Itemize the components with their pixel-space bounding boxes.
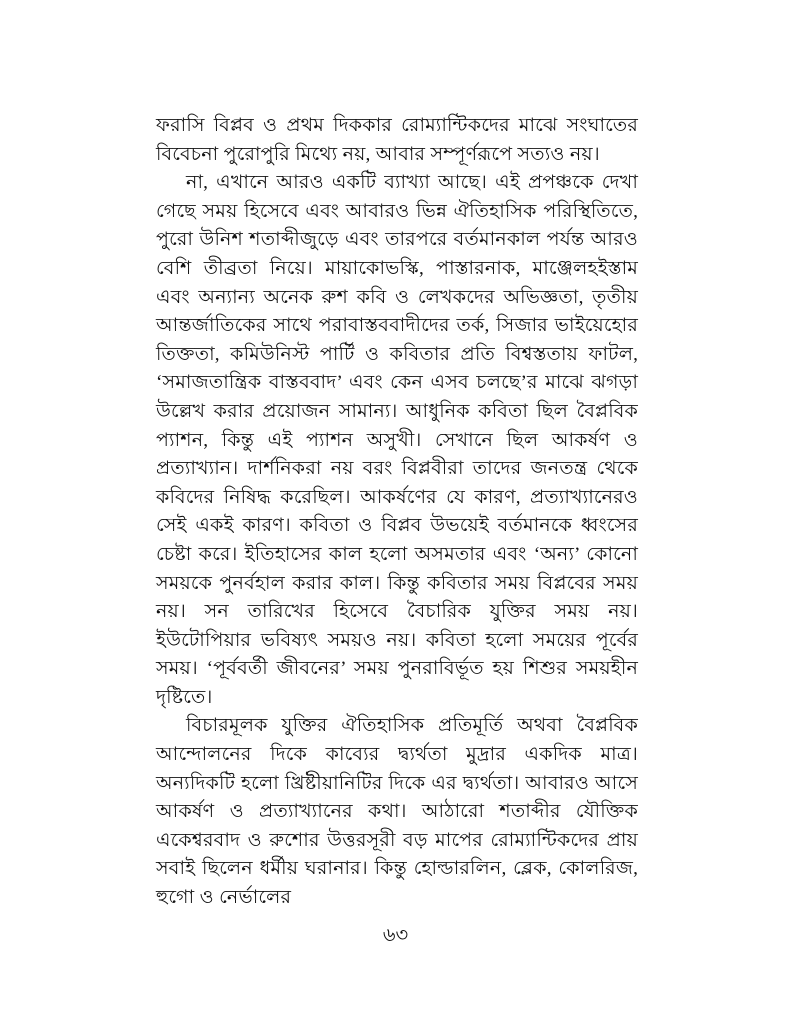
paragraph-1: ফরাসি বিপ্লব ও প্রথম দিককার রোম্যান্টিকদের মাঝে সংঘাতের বিবেচনা পুরোপুরি মিথ্যে নয়, আবার সম্পূর্ণরূপে সত্যও নয়। [156,115,638,165]
paragraph-2: না, এখানে আরও একটি ব্যাখ্যা আছে। এই প্রপঞ্চকে দেখা গেছে সময় হিসেবে এবং আবারও ভিন্ন ঐতিহাসিক পরিস্থিতিতে, পুরো উনিশ শতাব্দীজুড়ে এবং তারপরে বর্তমানকাল পর্যন্ত আরও বেশি তীব্রতা নিয়ে। মায়াকোভস্কি, পাস্তারনাক, মাঞ্জেলহইস্তাম এবং অন্যান্য অনেক রুশ কবি ও লেখকদের অভিজ্ঞতা, তৃতীয় আন্তর্জাতিকের সাথে পরাবাস্তববাদীদের তর্ক, সিজার ভাইয়েহোর তিক্ততা, কমিউনিস্ট পার্টি ও কবিতার প্রতি বিশ্বস্ততায় ফাটল, ‘সমাজতান্ত্রিক বাস্তববাদ’ এবং কেন এসব চলছে’র মাঝে ঝগড়া উল্লেখ করার প্রয়োজন সামান্য। আধুনিক কবিতা ছিল বৈপ্লবিক প্যাশন, কিন্তু এই প্যাশন অসুখী। সেখানে ছিল আকর্ষণ ও প্রত্যাখ্যান। দার্শনিকরা নয় বরং বিপ্লবীরা তাদের জনতন্ত্র থেকে কবিদের নিষিদ্ধ করেছিল। আকর্ষণের যে কারণ, প্রত্যাখ্যানেরও সেই একই কারণ। কবিতা ও বিপ্লব উভয়েই বর্তমানকে ধ্বংসের চেষ্টা করে। ইতিহাসের কাল হলো অসমতার এবং ‘অন্য’ কোনো সময়কে পুনর্বহাল করার কাল। কিন্তু কবিতার সময় বিপ্লবের সময় নয়। সন তারিখের হিসেবে বৈচারিক যুক্তির সময় নয়। ইউটোপিয়ার ভবিষ্যৎ সময়ও নয়। কবিতা হলো সময়ের পূর্বের সময়। ‘পূর্ববর্তী জীবনের’ সময় পুনরাবির্ভূত হয় শিশুর সময়হীন দৃষ্টিতে। [156,172,638,708]
page-number: ৬৩ [382,925,409,946]
page-text-column [156,112,638,913]
paragraph-3: বিচারমূলক যুক্তির ঐতিহাসিক প্রতিমূর্তি অথবা বৈপ্লবিক আন্দোলনের দিকে কাব্যের দ্ব্যর্থতা মুদ্রার একদিক মাত্র। অন্যদিকটি হলো খ্রিষ্টীয়ানিটির দিকে এর দ্ব্যর্থতা। আবারও আসে আকর্ষণ ও প্রত্যাখ্যানের কথা। আঠারো শতাব্দীর যৌক্তিক একেশ্বরবাদ ও রুশোর উত্তরসূরী বড় মাপের রোম্যান্টিকদের প্রায় সবাই ছিলেন ধর্মীয় ঘরানার। কিন্তু হোল্ডারলিন, ব্লেক, কোলরিজ, হুগো ও নের্ভালের [156,715,638,909]
